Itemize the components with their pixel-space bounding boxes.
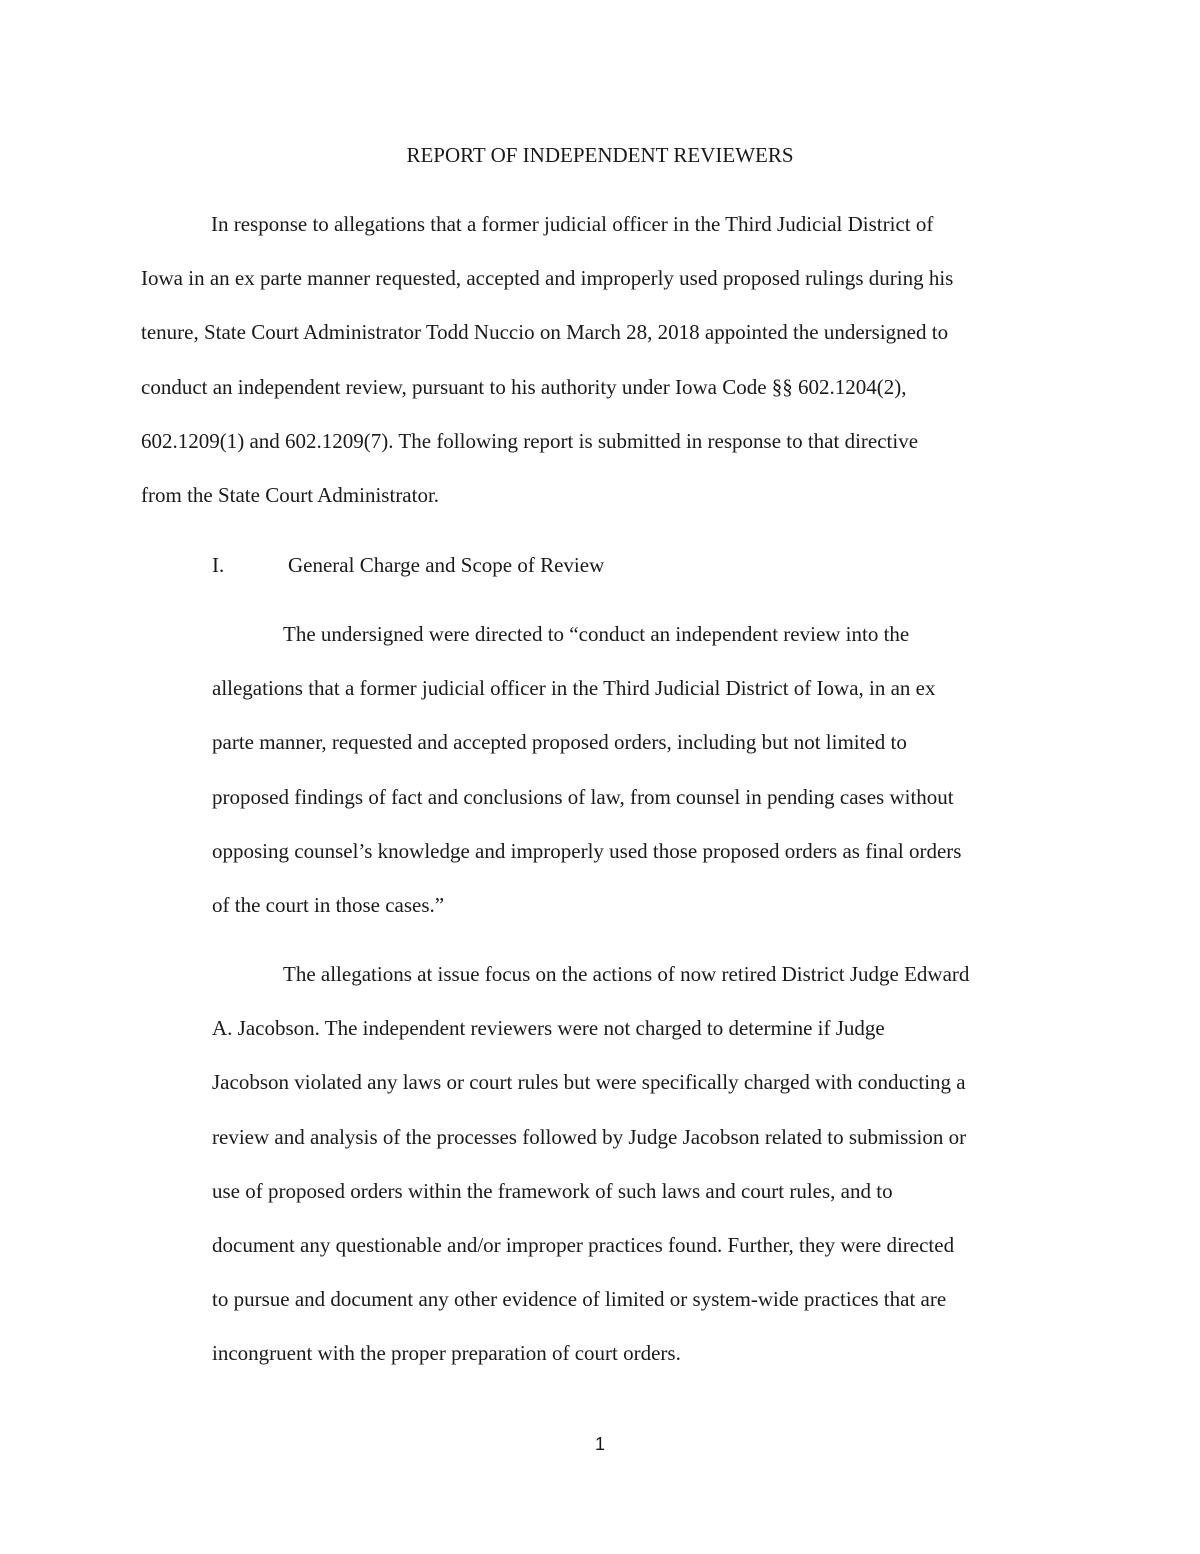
intro-line: conduct an independent review, pursuant to his authority under Iowa Code §§ 602.1204(2), xyxy=(141,374,907,399)
allegations-line: incongruent with the proper preparation of court orders. xyxy=(212,1341,681,1366)
section-number: I. xyxy=(212,553,225,577)
intro-line: 602.1209(1) and 602.1209(7). The following report is submitted in response to that directive xyxy=(141,428,919,453)
charge-line: proposed findings of fact and conclusions of law, from counsel in pending cases without xyxy=(212,784,954,809)
allegations-line: A. Jacobson. The independent reviewers were not charged to determine if Judge xyxy=(212,1016,885,1041)
charge-line: parte manner, requested and accepted proposed orders, including but not limited to xyxy=(212,730,907,755)
allegations-line: to pursue and document any other evidence of limited or system-wide practices that are xyxy=(212,1287,947,1312)
section-heading xyxy=(212,551,604,579)
intro-line: tenure, State Court Administrator Todd Nuccio on March 28, 2018 appointed the undersigned to xyxy=(141,320,949,345)
section-heading-text: General Charge and Scope of Review xyxy=(288,553,605,577)
document-title: REPORT OF INDEPENDENT REVIEWERS xyxy=(406,143,794,167)
page-number: 1 xyxy=(594,1434,605,1454)
charge-line: opposing counsel’s knowledge and improperly used those proposed orders as final orders xyxy=(212,838,962,863)
allegations-line: document any questionable and/or improper practices found. Further, they were directed xyxy=(212,1233,955,1258)
intro-line: Iowa in an ex parte manner requested, accepted and improperly used proposed rulings during his xyxy=(141,266,954,291)
allegations-paragraph xyxy=(212,947,1062,1381)
intro-line: from the State Court Administrator. xyxy=(141,483,440,508)
allegations-line: The allegations at issue focus on the actions of now retired District Judge Edward xyxy=(283,962,970,986)
allegations-line: Jacobson violated any laws or court rules but were specifically charged with conducting a xyxy=(212,1070,966,1095)
intro-paragraph xyxy=(141,197,1061,522)
intro-line: In response to allegations that a former judicial officer in the Third Judicial District of xyxy=(211,212,934,236)
charge-line: allegations that a former judicial officer in the Third Judicial District of Iowa, in an ex xyxy=(212,676,936,701)
charge-line: of the court in those cases.” xyxy=(212,893,445,918)
charge-paragraph xyxy=(212,607,1062,932)
allegations-line: review and analysis of the processes followed by Judge Jacobson related to submission or xyxy=(212,1124,967,1149)
charge-line: The undersigned were directed to “conduct an independent review into the xyxy=(283,622,910,646)
allegations-line: use of proposed orders within the framework of such laws and court rules, and to xyxy=(212,1178,893,1203)
